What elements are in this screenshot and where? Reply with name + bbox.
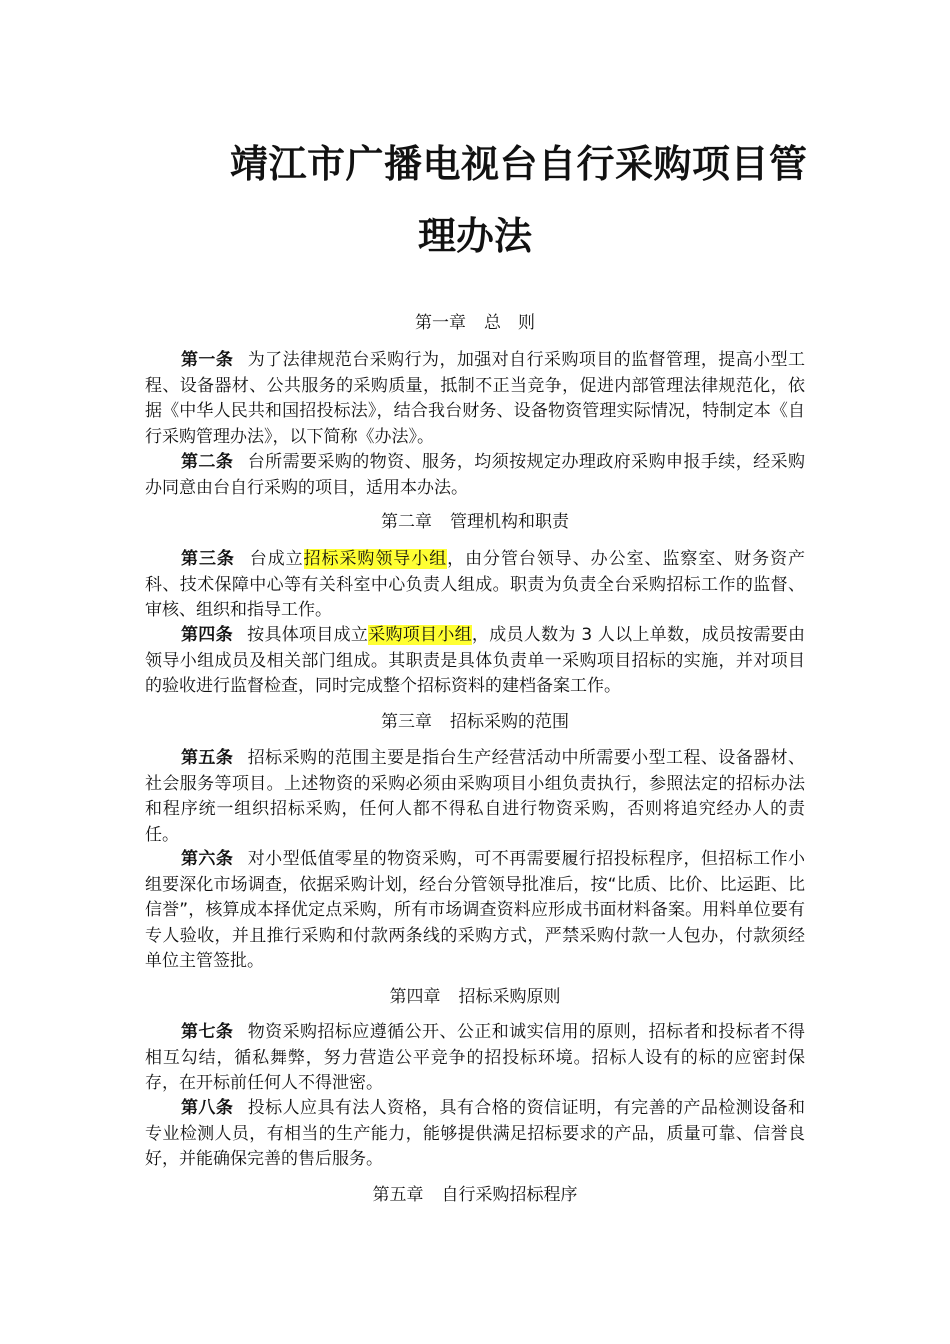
- chapter-heading-4: [0, 985, 950, 1009]
- chapter-heading-1: [0, 311, 950, 335]
- chapter-heading-3: [0, 710, 950, 734]
- highlighted-term: 采购项目小组: [368, 625, 472, 645]
- article-label: 第七条: [181, 1022, 234, 1042]
- chapter-name: 招标采购原则: [458, 987, 561, 1007]
- article-text-pre: 台成立: [248, 549, 304, 569]
- article-label: 第八条: [181, 1098, 234, 1118]
- highlighted-term: 招标采购领导小组: [303, 549, 448, 569]
- article-text-post: ，由分管台领导、办公室、监察室、财务资产科、技术保障中心等有关科室中心负责人组成。职责为负责全台采购招标工作的监督、审核、组织和指导工作。: [145, 549, 806, 620]
- article-text-pre: 按具体项目成立: [246, 625, 369, 645]
- article-text: 台所需要采购的物资、服务，均须按规定办理政府采购申报手续，经采购办同意由台自行采购的项目，适用本办法。: [145, 452, 806, 498]
- article-text: 招标采购的范围主要是指台生产经营活动中所需要小型工程、设备器材、社会服务等项目。上述物资的采购必须由采购项目小组负责执行，参照法定的招标办法和程序统一组织招标采购，任何人都不得私自进行物资采购，否则将追究经办人的责任。: [145, 748, 806, 845]
- document-title-line2: 理办法: [417, 213, 532, 258]
- article-7: [145, 1020, 805, 1097]
- article-text-post: ，成员人数为 3 人以上单数，成员按需要由领导小组成员及相关部门组成。其职责是具体负责单一采购项目招标的实施，并对项目的验收进行监督检查，同时完成整个招标资料的建档备案工作。: [145, 625, 806, 696]
- article-1: [145, 348, 805, 450]
- article-label: 第二条: [181, 452, 234, 472]
- article-label: 第三条: [181, 549, 235, 569]
- article-label: 第五条: [181, 748, 234, 768]
- chapter-number: 第二章: [381, 512, 432, 532]
- article-8: [145, 1096, 805, 1173]
- document-title-line1: 靖江市广播电视台自行采购项目管: [230, 141, 808, 186]
- article-label: 第一条: [181, 350, 234, 370]
- chapter-heading-5: [0, 1183, 950, 1207]
- chapter-number: 第一章: [415, 313, 466, 333]
- article-2: [145, 450, 805, 501]
- chapter-number: 第四章: [389, 987, 441, 1007]
- chapter-number: 第三章: [381, 712, 432, 732]
- article-text: 对小型低值零星的物资采购，可不再需要履行招投标程序，但招标工作小组要深化市场调查，依据采购计划，经台分管领导批准后，按“比质、比价、比运距、比信誉”，核算成本择优定点采购，所有市场调查资料应形成书面材料备案。用料单位要有专人验收，并且推行采购和付款两条线的采购方式，严禁采购付款一人包办，付款须经单位主管签批。: [145, 849, 806, 971]
- article-label: 第六条: [181, 849, 234, 869]
- article-text: 为了法律规范台采购行为，加强对自行采购项目的监督管理，提高小型工程、设备器材、公共服务的采购质量，抵制不正当竞争，促进内部管理法律规范化，依据《中华人民共和国招投标法》，结合我台财务、设备物资管理实际情况，特制定本《自行采购管理办法》，以下简称《办法》。: [145, 350, 806, 447]
- chapter-name: 招标采购的范围: [450, 712, 569, 732]
- article-3: [145, 547, 805, 624]
- chapter-name: 自行采购招标程序: [441, 1185, 578, 1205]
- article-text: 投标人应具有法人资格，具有合格的资信证明，有完善的产品检测设备和专业检测人员，有相当的生产能力，能够提供满足招标要求的产品，质量可靠、信誉良好，并能确保完善的售后服务。: [145, 1098, 806, 1169]
- article-4: [145, 623, 805, 700]
- article-6: [145, 847, 805, 975]
- article-label: 第四条: [181, 625, 233, 645]
- chapter-number: 第五章: [372, 1185, 424, 1205]
- article-5: [145, 746, 805, 848]
- chapter-name: 总 则: [484, 313, 535, 333]
- chapter-heading-2: [0, 510, 950, 534]
- chapter-name: 管理机构和职责: [450, 512, 569, 532]
- article-text: 物资采购招标应遵循公开、公正和诚实信用的原则，招标者和投标者不得相互勾结，循私舞弊，努力营造公平竞争的招投标环境。招标人设有的标的应密封保存，在开标前任何人不得泄密。: [145, 1022, 806, 1093]
